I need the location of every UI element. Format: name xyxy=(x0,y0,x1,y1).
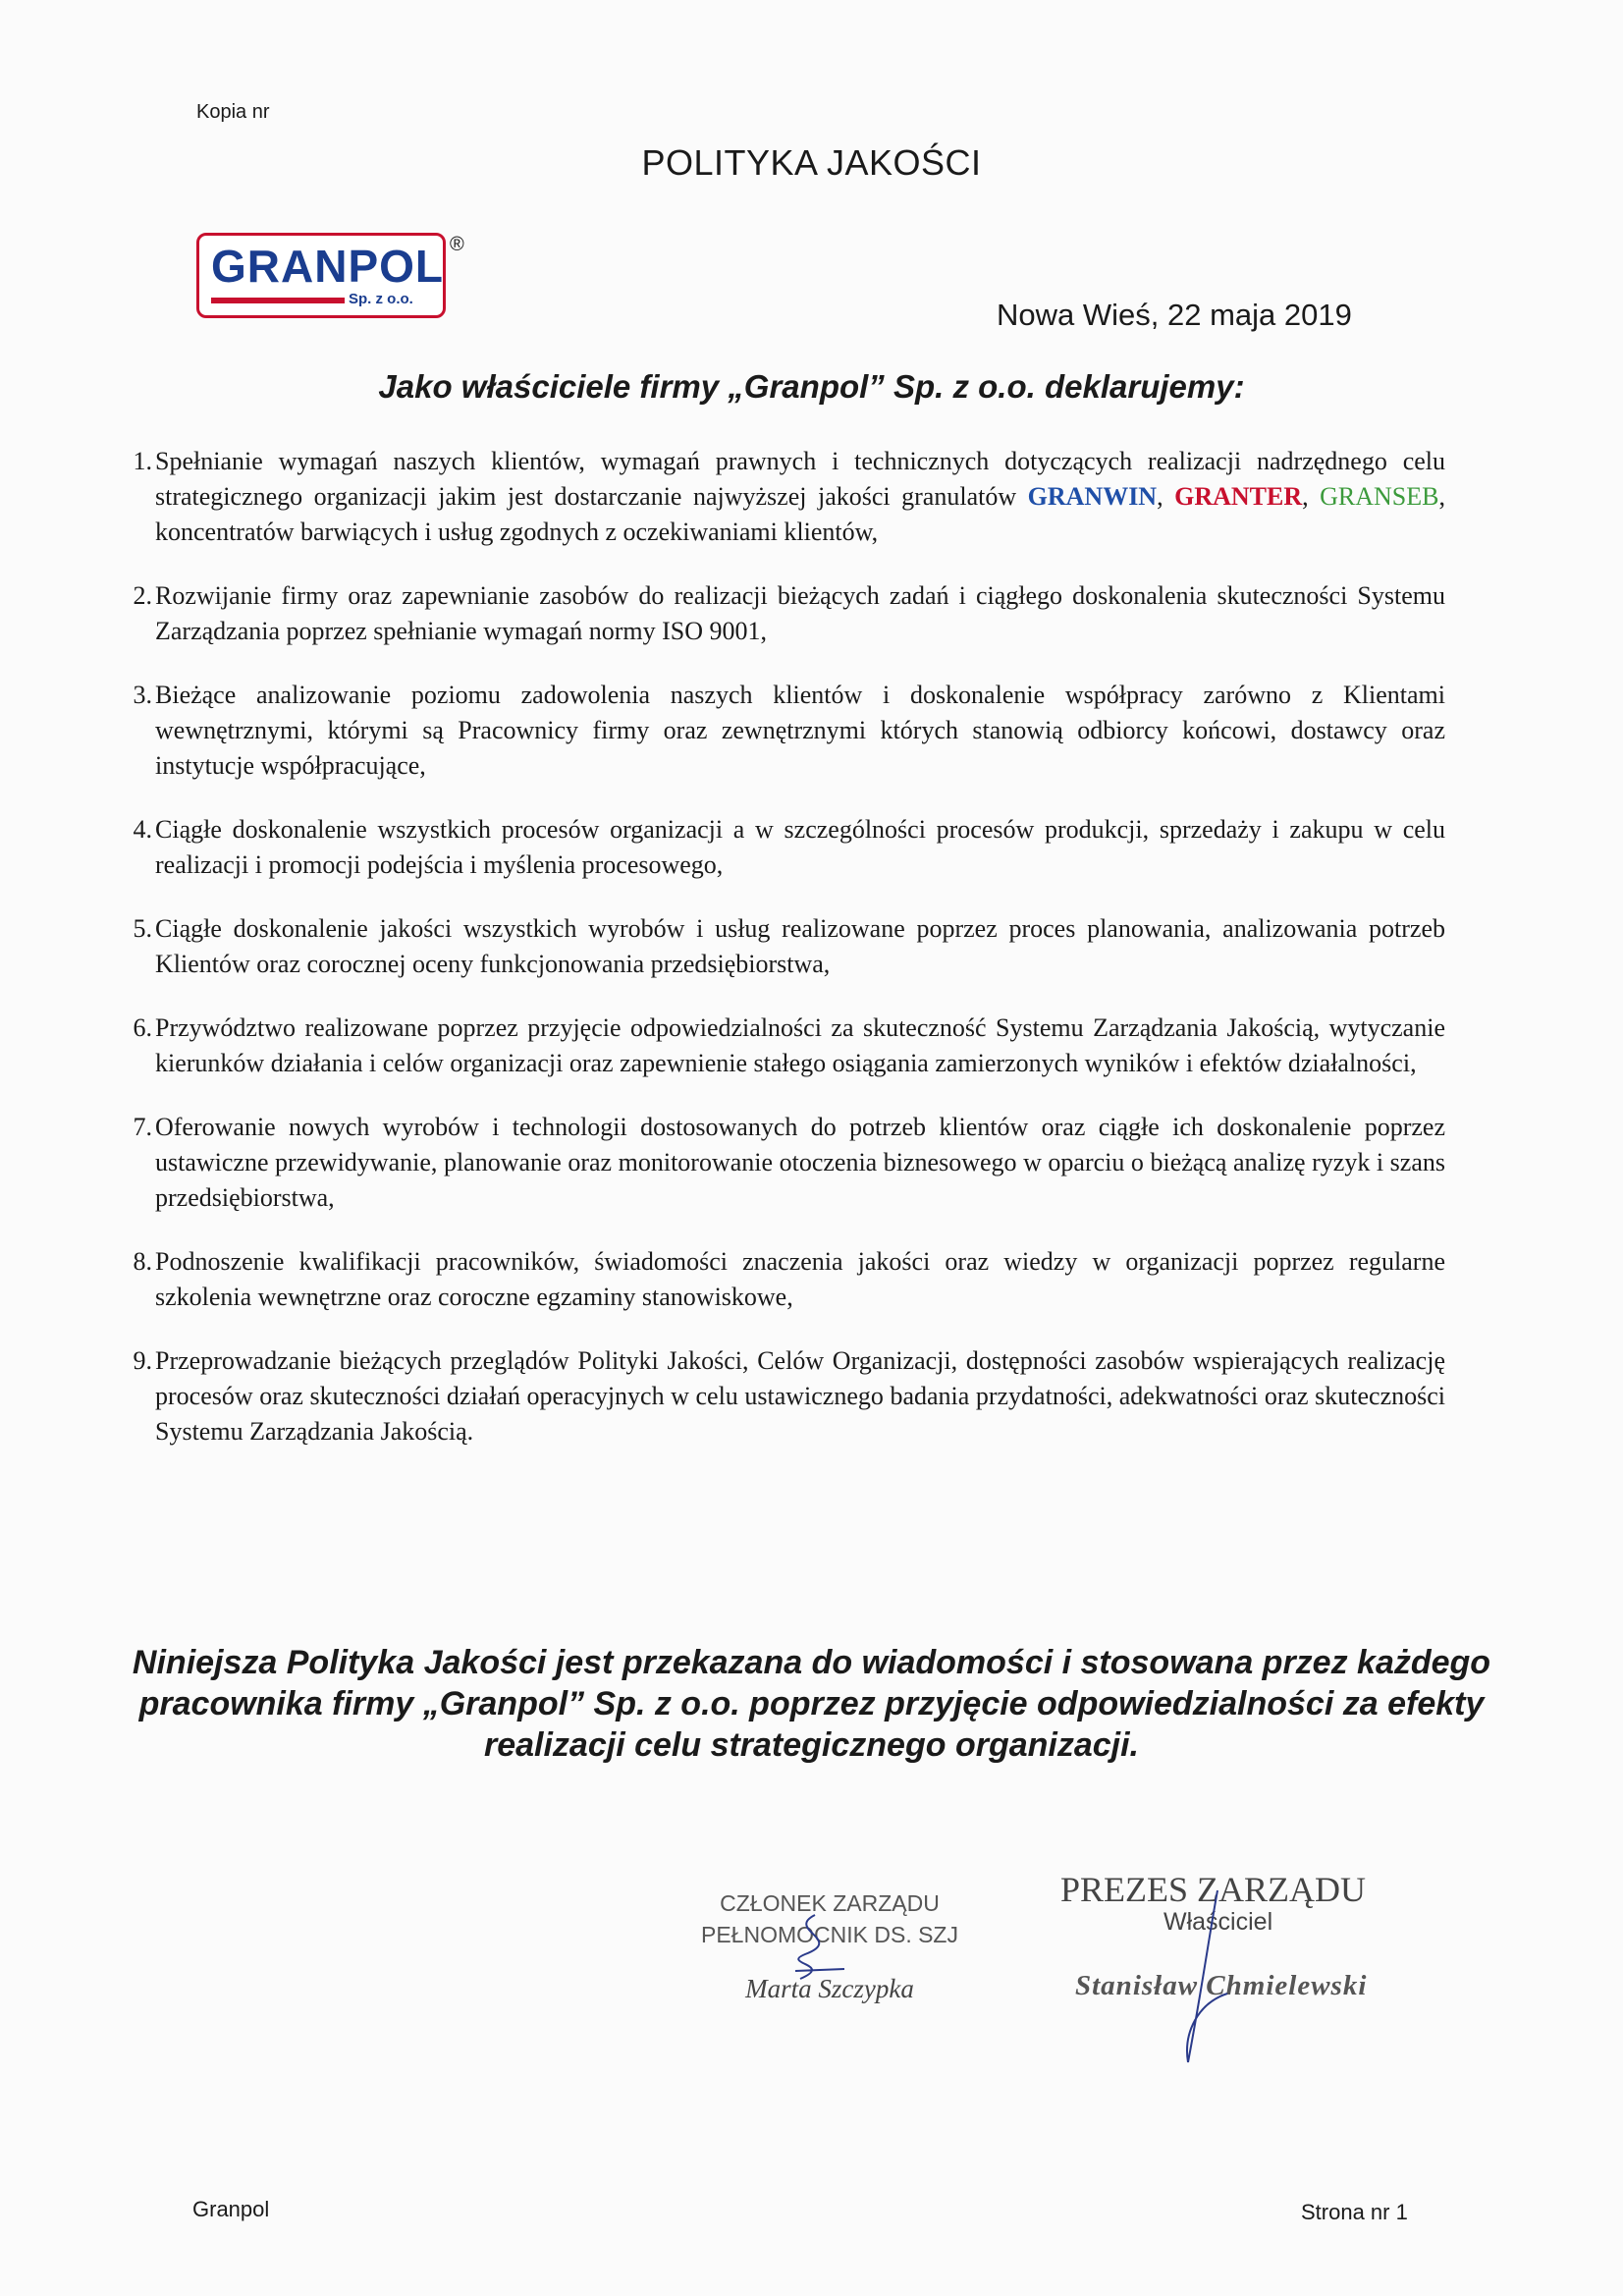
item-text-part: , koncentratów barwiących i usług zgodnych z oczekiwaniami klientów, xyxy=(155,482,1445,546)
item-number: 1. xyxy=(133,447,152,475)
brand-granseb: GRANSEB xyxy=(1320,482,1439,511)
logo-red-bar xyxy=(211,298,345,303)
brand-granter: GRANTER xyxy=(1174,482,1303,511)
item-text-part: Spełnianie wymagań naszych klientów, wymagań prawnych i technicznych dotyczących realizacji nadrzędnego celu strategicznego organizacji jakim jest dostarczanie najwyższej jakości granulatów xyxy=(155,447,1445,511)
item-number: 7. xyxy=(133,1113,152,1141)
list-item xyxy=(108,1110,1445,1216)
list-item xyxy=(108,1011,1445,1081)
item-number: 4. xyxy=(133,815,152,844)
right-signatory-role: Właściciel xyxy=(1163,1908,1273,1936)
item-number: 9. xyxy=(133,1346,152,1375)
item-text: Przeprowadzanie bieżących przeglądów Polityki Jakości, Celów Organizacji, dostępności zasobów wspierających realizację procesów oraz skuteczności działań operacyjnych w celu ustawicznego badania przydatności, adekwatności oraz skuteczności Systemu Zarządzania Jakością. xyxy=(155,1346,1445,1446)
item-text: Oferowanie nowych wyrobów i technologii dostosowanych do potrzeb klientów oraz ciągłe ich doskonalenie poprzez ustawiczne przewidywanie, planowanie oraz monitorowanie otoczenia biznesowego w oparciu o bieżącą analizę ryzyk i szans przedsiębiorstwa, xyxy=(155,1113,1445,1212)
item-text: Przywództwo realizowane poprzez przyjęcie odpowiedzialności za skuteczność Systemu Zarządzania Jakością, wytyczanie kierunków działania i celów organizacji oraz zapewnienie stałego osiągania zamierzonych wyników i efektów działalności, xyxy=(155,1013,1445,1077)
footer-page-number: Strona nr 1 xyxy=(1301,2200,1408,2224)
policy-list xyxy=(108,444,1445,1478)
left-signatory-role: CZŁONEK ZARZĄDU xyxy=(720,1890,940,1916)
item-number: 5. xyxy=(133,914,152,943)
handwritten-signature-right xyxy=(1159,1886,1247,2072)
document-title: POLITYKA JAKOŚCI xyxy=(641,142,982,183)
item-number: 3. xyxy=(133,681,152,709)
item-text xyxy=(155,444,1445,550)
item-text: Ciągłe doskonalenie wszystkich procesów organizacji a w szczególności procesów produkcji, sprzedaży i zakupu w celu realizacji i promocji podejścia i myślenia procesowego, xyxy=(155,815,1445,879)
footer-company: Granpol xyxy=(192,2197,270,2221)
list-item xyxy=(108,1343,1445,1449)
item-text: Bieżące analizowanie poziomu zadowolenia naszych klientów i doskonalenie współpracy zarówno z Klientami wewnętrznymi, którymi są Pracownicy firmy oraz zewnętrznymi których stanowią odbiorcy końcowi, dostawcy oraz instytucje współpracujące, xyxy=(155,681,1445,780)
list-item xyxy=(108,911,1445,982)
item-text: Ciągłe doskonalenie jakości wszystkich wyrobów i usług realizowane poprzez proces planowania, analizowania potrzeb Klientów oraz corocznej oceny funkcjonowania przedsiębiorstwa, xyxy=(155,914,1445,978)
right-signatory-role: PREZES ZARZĄDU xyxy=(1060,1870,1367,1909)
list-item xyxy=(108,1244,1445,1315)
registered-mark: ® xyxy=(450,234,464,255)
logo-wordmark: GRANPOL xyxy=(211,241,444,292)
left-signatory-name: Marta Szczypka xyxy=(745,1974,914,2003)
right-signatory-name: Stanisław Chmielewski xyxy=(1075,1970,1368,2001)
list-item xyxy=(108,812,1445,883)
logo-subtitle: Sp. z o.o. xyxy=(349,291,413,307)
separator: , xyxy=(1302,482,1309,511)
place-and-date: Nowa Wieś, 22 maja 2019 xyxy=(997,298,1352,332)
item-text: Podnoszenie kwalifikacji pracowników, świadomości znaczenia jakości oraz wiedzy w organizacji poprzez regularne szkolenia wewnętrzne oraz coroczne egzaminy stanowiskowe, xyxy=(155,1247,1445,1311)
list-item xyxy=(108,578,1445,649)
brand-granwin: GRANWIN xyxy=(1027,482,1158,511)
item-text: Rozwijanie firmy oraz zapewnianie zasobów do realizacji bieżących zadań i ciągłego doskonalenia skuteczności Systemu Zarządzania poprzez spełnianie wymagań normy ISO 9001, xyxy=(155,581,1445,645)
separator: , xyxy=(1157,482,1163,511)
left-signatory-role: PEŁNOMOCNIK DS. SZJ xyxy=(701,1922,958,1947)
item-number: 6. xyxy=(133,1013,152,1042)
closing-statement: Niniejsza Polityka Jakości jest przekazana do wiadomości i stosowana przez każdego pracownika firmy „Granpol” Sp. z o.o. poprzez przyjęcie odpowiedzialności za efekty realizacji celu strategicznego organizacji. xyxy=(132,1644,1491,1764)
handwritten-signature-left xyxy=(776,1910,864,1989)
granpol-logo xyxy=(196,233,446,318)
item-number: 2. xyxy=(133,581,152,610)
copy-number-label: Kopia nr xyxy=(196,101,270,123)
list-item xyxy=(108,678,1445,784)
item-number: 8. xyxy=(133,1247,152,1276)
declaration-heading: Jako właściciele firmy „Granpol” Sp. z o.o. deklarujemy: xyxy=(378,368,1245,405)
list-item xyxy=(108,444,1445,550)
